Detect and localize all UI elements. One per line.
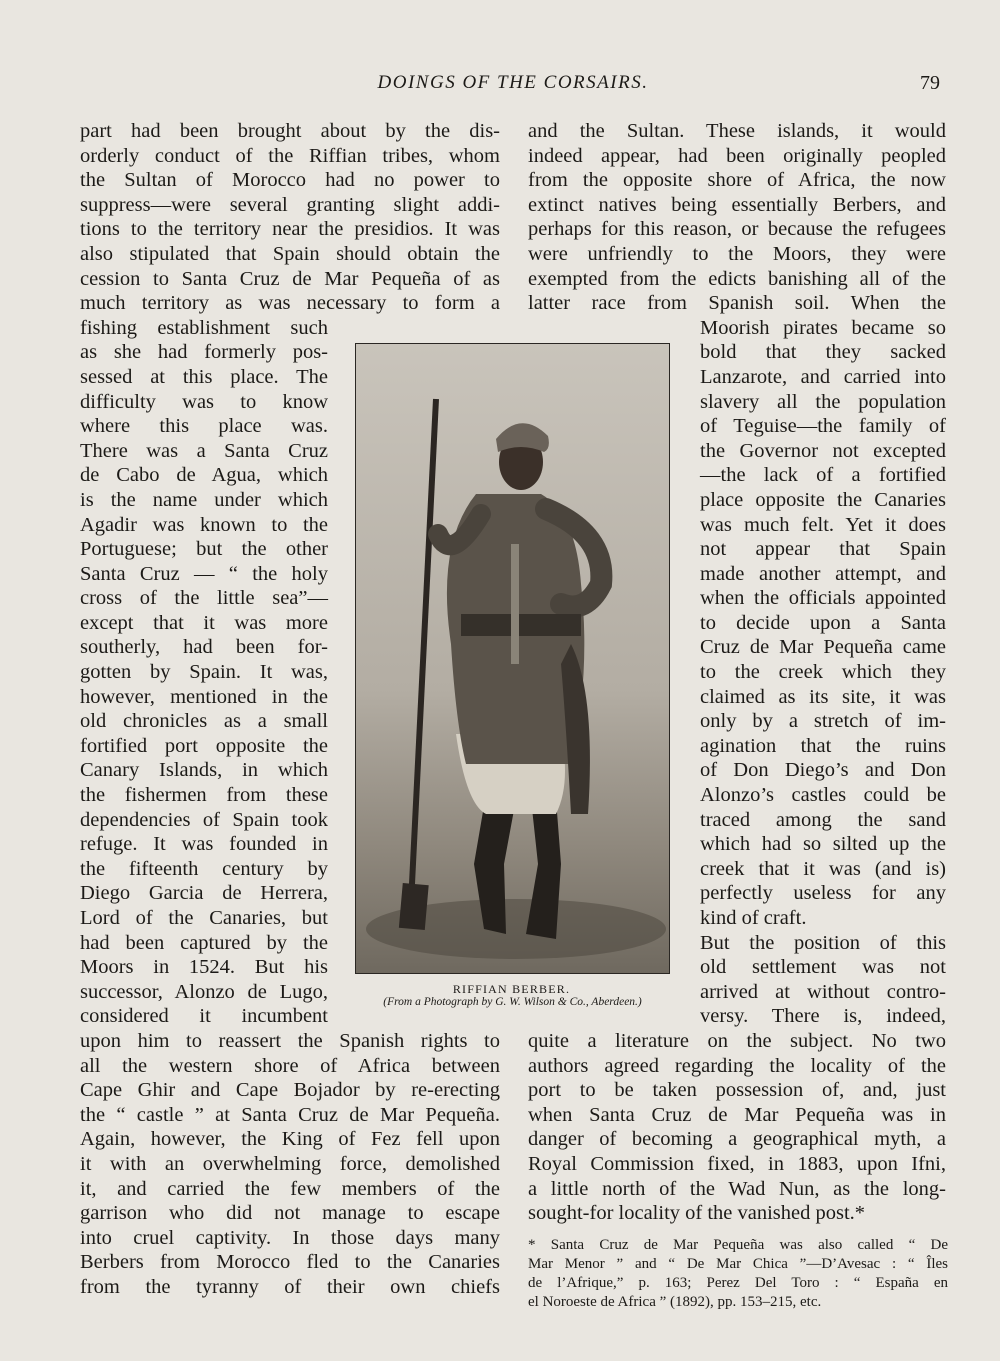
text-line: gotten by Spain. It was, — [80, 661, 328, 684]
text-line: orderly conduct of the Riffian tribes, whom — [80, 144, 500, 167]
text-line: all the western shore of Africa between — [80, 1054, 500, 1077]
figure-credit: (From a Photograph by G. W. Wilson & Co., Aberdeen.) — [383, 996, 642, 1008]
text-line: Santa Cruz — “ the holy — [80, 562, 328, 585]
text-line: perfectly useless for any — [700, 882, 946, 905]
text-line: were unfriendly to the Moors, they were — [528, 242, 946, 265]
footnote-line: Mar Menor ” and “ De Mar Chica ”—D’Avesac : “ Îles — [528, 1256, 948, 1272]
text-line: not appear that Spain — [700, 538, 946, 561]
text-line: when the officials appointed — [700, 587, 946, 610]
left-full-block — [80, 119, 500, 316]
text-line: cross of the little sea”— — [80, 587, 328, 610]
footnote-line: * Santa Cruz de Mar Pequeña was also called “ De — [528, 1237, 948, 1253]
text-line: bold that they sacked — [700, 341, 946, 364]
text-line: it, and carried the few members of the — [80, 1177, 500, 1200]
text-line: is the name under which — [80, 488, 328, 511]
text-line: also stipulated that Spain should obtain the — [80, 242, 500, 265]
text-line: of Don Diego’s and Don — [700, 759, 946, 782]
berber-photograph — [356, 344, 669, 973]
text-line: creek that it was (and is) — [700, 857, 946, 880]
text-line: place opposite the Canaries — [700, 488, 946, 511]
text-line: made another attempt, and — [700, 562, 946, 585]
text-line: arrived at without contro- — [700, 980, 946, 1003]
text-line: a little north of the Wad Nun, as the long- — [528, 1177, 946, 1200]
text-line: Lanzarote, and carried into — [700, 365, 946, 388]
text-line: Canary Islands, in which — [80, 759, 328, 782]
text-line: versy. There is, indeed, — [700, 1005, 946, 1028]
text-line: Cape Ghir and Cape Bojador by re-erecting — [80, 1079, 500, 1102]
text-line: which had so silted up the — [700, 833, 946, 856]
text-line: agination that the ruins — [700, 734, 946, 757]
text-line: part had been brought about by the dis- — [80, 120, 500, 142]
text-line: Moors in 1524. But his — [80, 956, 328, 979]
text-line: port to be taken possession of, and, just — [528, 1079, 946, 1102]
text-line: —the lack of a fortified — [700, 464, 946, 487]
text-line: successor, Alonzo de Lugo, — [80, 980, 328, 1003]
text-line: the “ castle ” at Santa Cruz de Mar Pequeña. — [80, 1103, 500, 1126]
text-line: upon him to reassert the Spanish rights to — [80, 1029, 500, 1052]
text-line: except that it was more — [80, 611, 328, 634]
text-line: much territory as was necessary to form a — [80, 292, 500, 315]
text-line: considered it incumbent — [80, 1005, 328, 1028]
text-line: however, mentioned in the — [80, 685, 328, 708]
text-line: quite a literature on the subject. No two — [528, 1029, 946, 1052]
text-line: only by a stretch of im- — [700, 710, 946, 733]
text-line: the fishermen from these — [80, 784, 328, 807]
text-line: authors agreed regarding the locality of the — [528, 1054, 946, 1077]
left-bottom-block — [80, 1029, 500, 1300]
photograph-figure — [355, 343, 670, 974]
text-line: fishing establishment such — [80, 316, 328, 339]
text-line: de Cabo de Agua, which — [80, 464, 328, 487]
text-line: Agadir was known to the — [80, 513, 328, 536]
text-line: tions to the territory near the presidios. It was — [80, 218, 500, 241]
page-number: 79 — [920, 72, 940, 94]
text-line: claimed as its site, it was — [700, 685, 946, 708]
text-line: into cruel captivity. In those days many — [80, 1226, 500, 1249]
footnote-line: de l’Afrique,” p. 163; Perez Del Toro : “ España en — [528, 1275, 948, 1291]
text-line: to decide upon a Santa — [700, 611, 946, 634]
text-line: latter race from Spanish soil. When the — [528, 292, 946, 315]
text-line: slavery all the population — [700, 390, 946, 413]
text-line: garrison who did not manage to escape — [80, 1202, 500, 1225]
text-line: from the tyranny of their own chiefs — [80, 1275, 500, 1298]
text-line: Cruz de Mar Pequeña came — [700, 636, 946, 659]
text-line: Moorish pirates became so — [700, 316, 946, 339]
text-line: sought-for locality of the vanished post.* — [528, 1202, 866, 1225]
text-line: Royal Commission fixed, in 1883, upon Ifni, — [528, 1152, 946, 1175]
text-line: difficulty was to know — [80, 390, 328, 413]
text-line: fortified port opposite the — [80, 734, 328, 757]
text-line: There was a Santa Cruz — [80, 439, 328, 462]
text-line: Lord of the Canaries, but — [80, 907, 328, 929]
text-line: extinct natives being essentially Berbers, and — [528, 193, 946, 216]
text-line: old chronicles as a small — [80, 710, 328, 733]
text-line: of Teguise—the family of — [700, 415, 946, 438]
text-line: suppress—were several granting slight addi- — [80, 193, 500, 216]
right-full-block — [528, 119, 946, 316]
text-line: sessed at this place. The — [80, 365, 328, 388]
text-line: Portuguese; but the other — [80, 538, 328, 561]
footnote-line: el Noroeste de Africa ” (1892), pp. 153–215, etc. — [528, 1294, 822, 1310]
text-line: Alonzo’s castles could be — [700, 784, 946, 807]
text-line: was much felt. Yet it does — [700, 513, 946, 536]
text-line: traced among the sand — [700, 808, 946, 831]
right-bottom-block — [528, 1029, 946, 1226]
text-line: southerly, had been for- — [80, 636, 328, 659]
running-title: DOINGS OF THE CORSAIRS. — [377, 72, 649, 93]
text-line: refuge. It was founded in — [80, 833, 328, 856]
running-header — [0, 72, 1000, 102]
text-line: when Santa Cruz de Mar Pequeña was in — [528, 1103, 946, 1126]
text-line: exempted from the edicts banishing all of the — [528, 267, 946, 290]
text-line: the fifteenth century by — [80, 857, 328, 880]
text-line: to the creek which they — [700, 661, 946, 684]
text-line: Berbers from Morocco fled to the Canaries — [80, 1251, 500, 1274]
text-line: danger of becoming a geographical myth, a — [528, 1128, 946, 1151]
text-line: Again, however, the King of Fez fell upon — [80, 1128, 500, 1151]
text-line: where this place was. — [80, 415, 328, 438]
text-line: indeed appear, had been originally peopled — [528, 144, 946, 167]
text-line: from the opposite shore of Africa, the now — [528, 169, 946, 192]
text-line: perhaps for this reason, or because the refugees — [528, 218, 946, 241]
text-line: cession to Santa Cruz de Mar Pequeña of as — [80, 267, 500, 290]
text-line: had been captured by the — [80, 931, 328, 954]
text-line: Diego Garcia de Herrera, — [80, 882, 328, 905]
text-line: it with an overwhelming force, demolished — [80, 1152, 500, 1175]
text-line: and the Sultan. These islands, it would — [528, 120, 946, 142]
text-line: kind of craft. — [700, 907, 807, 929]
figure-caption: RIFFIAN BERBER. — [452, 982, 571, 996]
text-line: old settlement was not — [700, 956, 946, 979]
text-line: But the position of this — [700, 931, 946, 954]
text-line: dependencies of Spain took — [80, 808, 328, 831]
text-line: the Sultan of Morocco had no power to — [80, 169, 500, 192]
footnote — [528, 1236, 948, 1312]
text-line: as she had formerly pos- — [80, 341, 328, 364]
text-line: the Governor not excepted — [700, 439, 946, 462]
